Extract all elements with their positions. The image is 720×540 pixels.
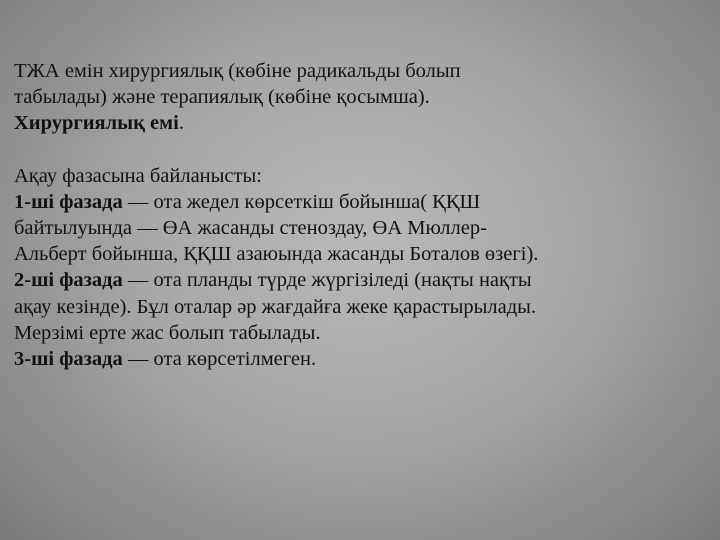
phase-1-text-1: — ота жедел көрсеткіш бойынша( ҚҚШ — [122, 190, 481, 213]
phase-3-label: 3-ші фазада — [14, 348, 123, 371]
heading-period: . — [178, 112, 184, 135]
surgical-treatment-heading-line — [14, 110, 708, 136]
phase-2-line-2: ақау кезінде). Бұл оталар әр жағдайға жеке қарастырылады. — [14, 295, 537, 318]
phase-3-text-1: — ота көрсетілмеген. — [122, 348, 317, 371]
phases-lead: Ақау фазасына байланысты: — [14, 164, 262, 187]
intro-line-2: табылады) және терапиялық (көбіне қосымша). — [14, 86, 430, 109]
phase-2-line-3: Мерзімі ерте жас болып табылады. — [14, 321, 321, 344]
phases-paragraph — [14, 163, 708, 373]
slide-text-body — [14, 58, 708, 372]
phase-2-text-1: — ота планды түрде жүргізіледі (нақты нақты — [122, 269, 532, 292]
phase-1-line-3: Альберт бойынша, ҚҚШ азаюында жасанды Боталов өзегі). — [14, 243, 539, 266]
paragraph-gap — [14, 137, 708, 163]
surgical-treatment-heading: Хирургиялық емі — [14, 112, 179, 135]
phase-1-label: 1-ші фазада — [14, 190, 123, 213]
phase-3-line-1 — [14, 346, 708, 372]
phase-1-line-2: байтылуында — ӨА жасанды стеноздау, ӨА Мюллер- — [14, 217, 487, 240]
intro-paragraph — [14, 58, 708, 137]
intro-line-1: ТЖА емін хирургиялық (көбіне радикальды болып — [14, 60, 461, 82]
phase-2-line-1 — [14, 267, 708, 293]
phase-2-label: 2-ші фазада — [14, 269, 123, 292]
phase-1-line-1 — [14, 189, 708, 215]
